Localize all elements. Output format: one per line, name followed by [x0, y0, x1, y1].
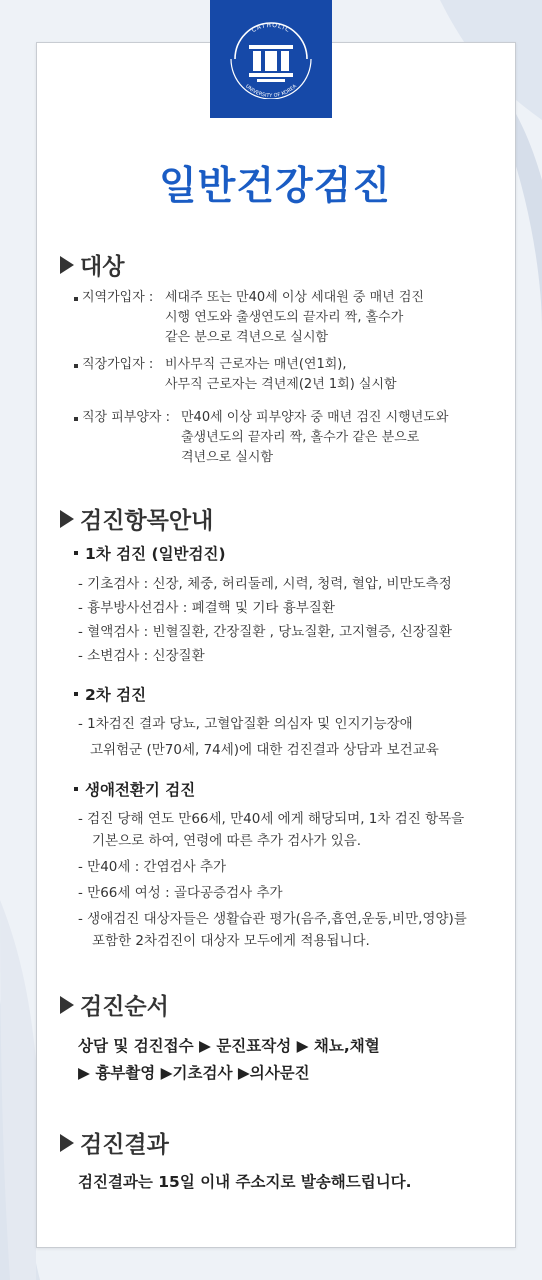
triangle-bullet-icon	[60, 510, 74, 528]
target-item-label: 직장 피부양자 :	[82, 410, 170, 425]
exam-item: - 흉부방사선검사 : 폐결핵 및 기타 흉부질환	[78, 600, 335, 616]
section-heading-items-guide	[60, 502, 213, 535]
bullet-icon	[74, 297, 78, 301]
target-item-line: 시행 연도와 출생연도의 끝자리 짝, 홀수가	[165, 310, 404, 325]
target-item-line: 같은 분으로 격년으로 실시함	[165, 330, 329, 345]
exam-order-line: 상담 및 검진접수 ▶ 문진표작성 ▶ 채뇨,채혈	[78, 1037, 380, 1055]
triangle-bullet-icon	[60, 256, 74, 274]
exam-item: - 생애검진 대상자들은 생활습관 평가(음주,흡연,운동,비만,영양)를	[78, 911, 467, 927]
subheading-label: 1차 검진 (일반검진)	[85, 545, 226, 563]
bullet-icon	[74, 364, 78, 368]
bullet-icon	[74, 417, 78, 421]
catholic-university-emblem-icon	[225, 19, 317, 99]
subheading-transition-exam	[74, 778, 195, 800]
section-heading-result	[60, 1126, 169, 1159]
svg-text:CATHOLIC: CATHOLIC	[250, 21, 292, 35]
section-heading-label: 검진항목안내	[80, 508, 214, 534]
section-heading-order	[60, 988, 169, 1021]
target-item-line: 비사무직 근로자는 매년(연1회),	[165, 357, 347, 372]
svg-text:UNIVERSITY OF KOREA: UNIVERSITY OF KOREA	[244, 83, 298, 99]
target-item-line: 사무직 근로자는 격년제(2년 1회) 실시함	[165, 377, 397, 392]
exam-item: - 소변검사 : 신장질환	[78, 648, 205, 664]
exam-item: - 혈액검사 : 빈혈질환, 간장질환 , 당뇨질환, 고지혈증, 신장질환	[78, 624, 452, 640]
section-heading-label: 대상	[80, 254, 125, 280]
target-item-line: 격년으로 실시함	[181, 450, 274, 465]
exam-item: 고위험군 (만70세, 74세)에 대한 검진결과 상담과 보건교육	[90, 742, 439, 758]
subheading-second-exam	[74, 683, 146, 705]
section-heading-label: 검진결과	[80, 1132, 169, 1158]
page-title: 일반건강검진	[158, 164, 392, 209]
bullet-icon	[74, 787, 78, 791]
bullet-icon	[74, 551, 78, 555]
exam-item: 기본으로 하여, 연령에 따른 추가 검사가 있음.	[92, 833, 362, 849]
exam-item: - 기초검사 : 신장, 체중, 허리둘레, 시력, 청력, 혈압, 비만도측정	[78, 576, 452, 592]
target-item-label: 지역가입자 :	[82, 290, 154, 305]
bullet-icon	[74, 692, 78, 696]
section-heading-target	[60, 248, 124, 281]
exam-item: - 만66세 여성 : 골다공증검사 추가	[78, 885, 283, 901]
target-item-line: 세대주 또는 만40세 이상 세대원 중 매년 검진	[165, 290, 424, 305]
exam-item: - 만40세 : 간염검사 추가	[78, 859, 227, 875]
subheading-first-exam	[74, 542, 226, 564]
target-item-label: 직장가입자 :	[82, 357, 154, 372]
exam-item: - 1차검진 결과 당뇨, 고혈압질환 의심자 및 인지기능장애	[78, 716, 413, 732]
subheading-label: 생애전환기 검진	[85, 781, 196, 799]
university-logo	[210, 0, 332, 118]
exam-item: - 검진 당해 연도 만66세, 만40세 에게 해당되며, 1차 검진 항목을	[78, 811, 465, 827]
exam-order-line: ▶ 흉부촬영 ▶기초검사 ▶의사문진	[78, 1064, 310, 1082]
result-text: 검진결과는 15일 이내 주소지로 발송해드립니다.	[78, 1173, 412, 1191]
triangle-bullet-icon	[60, 1134, 74, 1152]
triangle-bullet-icon	[60, 996, 74, 1014]
section-heading-label: 검진순서	[80, 994, 169, 1020]
exam-item: 포함한 2차검진이 대상자 모두에게 적용됩니다.	[92, 933, 370, 949]
subheading-label: 2차 검진	[85, 686, 147, 704]
target-item-line: 만40세 이상 피부양자 중 매년 검진 시행년도와	[181, 410, 449, 425]
target-item-line: 출생년도의 끝자리 짝, 홀수가 같은 분으로	[181, 430, 420, 445]
